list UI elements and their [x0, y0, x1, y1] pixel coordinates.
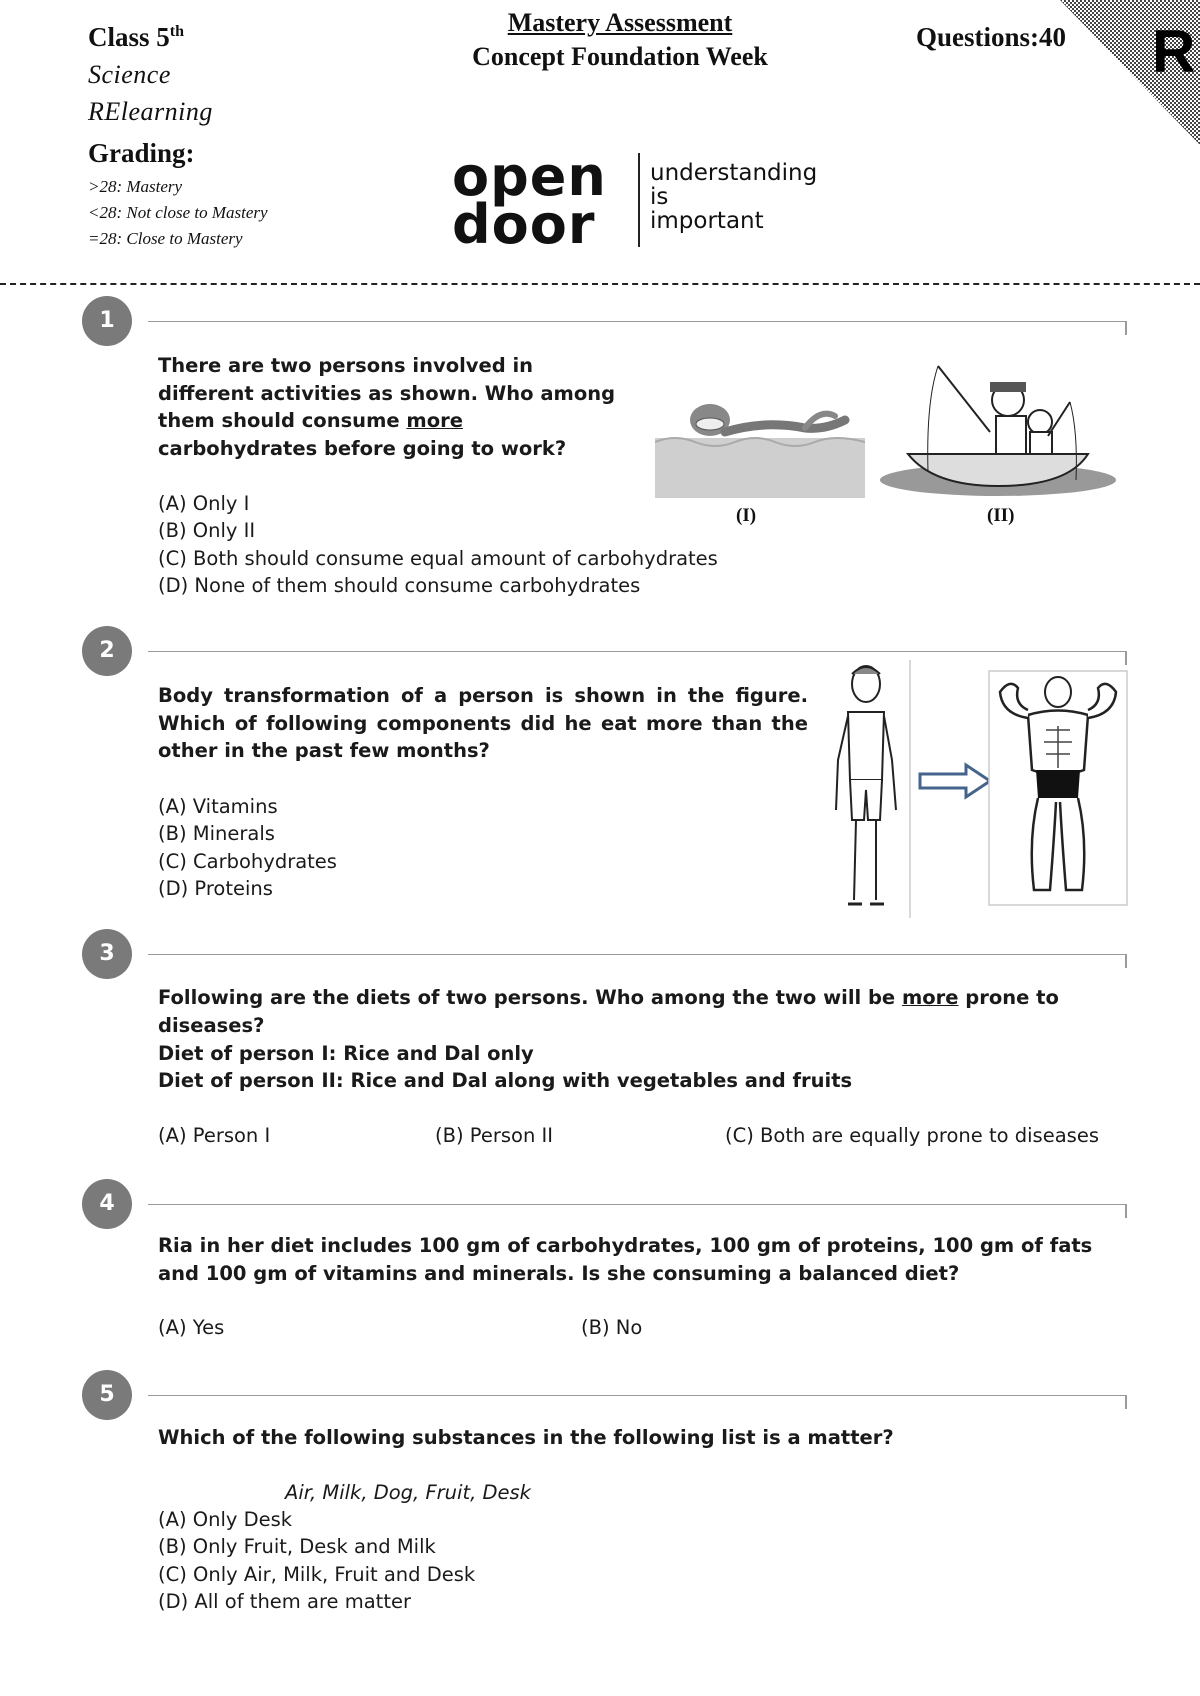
- option-b[interactable]: (B) Only Fruit, Desk and Milk: [158, 1535, 436, 1558]
- corner-letter: R: [1152, 18, 1196, 85]
- question-rule-tick: [1125, 1204, 1127, 1218]
- fishing-boat-illustration-icon: [878, 362, 1118, 502]
- logo-tagline-1: understanding: [650, 160, 818, 186]
- question-rule-tick: [1125, 651, 1127, 665]
- page-subtitle: Concept Foundation Week: [472, 42, 768, 71]
- option-c[interactable]: (C) Both should consume equal amount of carbohydrates: [158, 547, 718, 570]
- grade-not-close: <28: Not close to Mastery: [88, 203, 268, 222]
- questions-count: Questions:40: [916, 22, 1067, 52]
- question-rule: [148, 954, 1126, 955]
- grading-label: Grading:: [88, 138, 195, 168]
- question-text: Ria in her diet includes 100 gm of carbohydrates, 100 gm of proteins, 100 gm of fats and 100 gm of vitamins and minerals. Is she consuming a balanced diet?: [158, 1234, 1093, 1285]
- image-caption-2: (II): [987, 505, 1015, 526]
- grade-close: =28: Close to Mastery: [88, 229, 243, 248]
- option-a[interactable]: (A) Vitamins: [158, 795, 278, 818]
- option-a[interactable]: (A) Only I: [158, 492, 250, 515]
- option-d[interactable]: (D) None of them should consume carbohydrates: [158, 574, 641, 597]
- option-b[interactable]: (B) Minerals: [158, 822, 275, 845]
- option-a[interactable]: (A) Yes: [158, 1316, 225, 1339]
- question-text: There are two persons involved in different activities as shown. Who among them should consume more carbohydrates before going to work?: [158, 354, 616, 460]
- question-number: 5: [82, 1370, 132, 1420]
- logo-divider: [638, 153, 640, 247]
- swimmer-illustration-icon: [655, 390, 865, 498]
- logo-tagline-3: important: [650, 208, 764, 234]
- question-number: 2: [82, 626, 132, 676]
- option-c[interactable]: (C) Only Air, Milk, Fruit and Desk: [158, 1563, 476, 1586]
- grade-mastery: >28: Mastery: [88, 177, 183, 196]
- option-b[interactable]: (B) Only II: [158, 519, 256, 542]
- question-number: 1: [82, 296, 132, 346]
- option-c[interactable]: (C) Both are equally prone to diseases: [725, 1124, 1099, 1147]
- diet-person-1: Diet of person I: Rice and Dal only: [158, 1042, 534, 1065]
- question-number: 3: [82, 929, 132, 979]
- logo-word-door: door: [452, 193, 596, 256]
- question-rule: [148, 651, 1126, 652]
- question-rule: [148, 1204, 1126, 1205]
- question-text: Following are the diets of two persons. Who among the two will be more prone to diseases?: [158, 986, 1059, 1037]
- option-a[interactable]: (A) Only Desk: [158, 1508, 293, 1531]
- option-d[interactable]: (D) Proteins: [158, 877, 273, 900]
- thin-man-illustration-icon: [818, 660, 913, 918]
- substance-list: Air, Milk, Dog, Fruit, Desk: [285, 1481, 531, 1504]
- logo-tagline-2: is: [650, 184, 669, 210]
- option-d[interactable]: (D) All of them are matter: [158, 1590, 411, 1613]
- right-arrow-icon: [918, 762, 994, 800]
- question-number: 4: [82, 1179, 132, 1229]
- question-rule: [148, 1395, 1126, 1396]
- logo-word-open: open: [452, 145, 607, 208]
- corner-badge-icon: [1060, 0, 1200, 145]
- program-label: RElearning: [88, 97, 213, 126]
- header-divider: [0, 283, 1200, 285]
- question-rule: [148, 321, 1126, 322]
- class-label: Class 5th: [88, 22, 184, 52]
- option-c[interactable]: (C) Carbohydrates: [158, 850, 337, 873]
- question-rule-tick: [1125, 954, 1127, 968]
- muscular-man-illustration-icon: [988, 670, 1128, 906]
- diet-person-2: Diet of person II: Rice and Dal along with vegetables and fruits: [158, 1069, 853, 1092]
- image-caption-1: (I): [736, 505, 757, 526]
- question-rule-tick: [1125, 1395, 1127, 1409]
- question-rule-tick: [1125, 321, 1127, 335]
- question-text: Which of the following substances in the following list is a matter?: [158, 1426, 894, 1449]
- option-b[interactable]: (B) Person II: [435, 1124, 554, 1147]
- subject-label: Science: [88, 60, 171, 89]
- page-title: Mastery Assessment: [507, 8, 733, 37]
- option-a[interactable]: (A) Person I: [158, 1124, 271, 1147]
- option-b[interactable]: (B) No: [581, 1316, 643, 1339]
- question-text: Body transformation of a person is shown in the figure. Which of following components did he eat more than the other in the past few months?: [158, 684, 808, 762]
